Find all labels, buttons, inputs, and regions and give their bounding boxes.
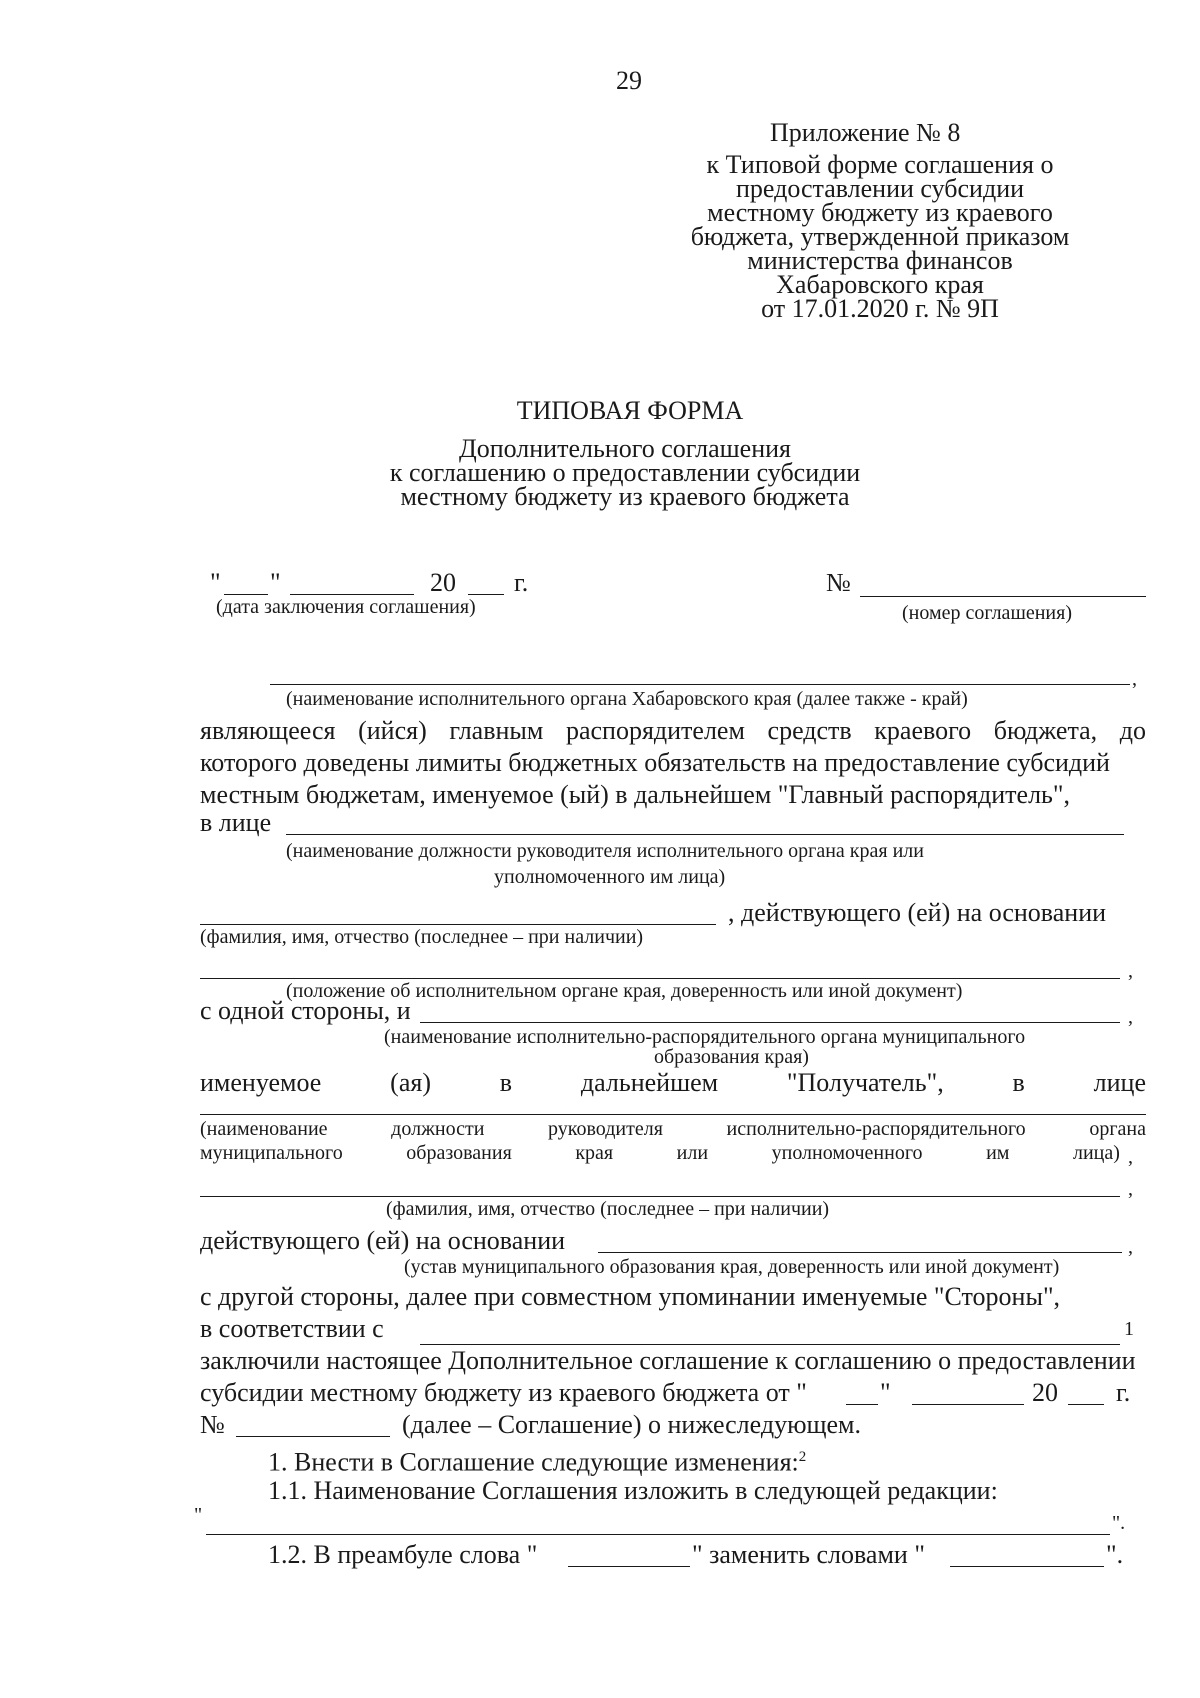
date-open-quote: " <box>210 568 221 597</box>
comma: , <box>1128 1146 1133 1168</box>
comma: , <box>1128 1236 1133 1258</box>
concluded-text: заключили настоящее Дополнительное соглашение к соглашению о предоставлении <box>200 1346 1136 1375</box>
base-number-sign: № <box>200 1410 225 1439</box>
date-year-prefix: 20 <box>430 568 456 597</box>
form-subtitle: Дополнительного соглашения <box>458 434 792 463</box>
item-1-2-end: ". <box>1106 1540 1124 1569</box>
appendix-line: местному бюджету из краевого <box>707 198 1053 227</box>
caption-word: органа <box>1089 1118 1146 1140</box>
form-subtitle: местному бюджету из краевого бюджета <box>400 482 850 511</box>
agreement-number-sign: № <box>826 568 851 597</box>
agreement-number-caption: (номер соглашения) <box>902 602 1072 624</box>
fio-field[interactable] <box>200 924 716 925</box>
named-word: дальнейшем <box>580 1068 719 1097</box>
footnote-marker: 1 <box>1124 1318 1134 1340</box>
comma: , <box>1132 668 1137 690</box>
caption-word: или <box>676 1142 709 1164</box>
close-quote: " <box>880 1378 891 1407</box>
appendix-line: министерства финансов <box>747 246 1013 275</box>
item-1-text: 1. Внести в Соглашение следующие изменения: <box>268 1447 799 1477</box>
base-day-field[interactable] <box>846 1404 878 1405</box>
caption-word: лица) <box>1073 1142 1120 1164</box>
appendix-title: Приложение № 8 <box>770 118 961 147</box>
item-1-2-middle: " заменить словами " <box>692 1540 925 1569</box>
named-word: именуемое <box>200 1068 322 1097</box>
base-number-field[interactable] <box>236 1436 390 1437</box>
appendix-line: бюджета, утвержденной приказом <box>690 222 1070 251</box>
appendix-line: Хабаровского края <box>776 270 984 299</box>
caption-word: должности <box>391 1118 485 1140</box>
caption-word: уполномоченного <box>771 1142 923 1164</box>
executive-body-caption: (наименование исполнительного органа Хабаровского края (далее также - край) <box>286 688 968 710</box>
municipal-body-field[interactable] <box>420 1022 1120 1023</box>
paragraph-line: являющееся (ийся) главным распорядителем средств краевого бюджета, до <box>200 716 1146 745</box>
in-accordance-label: в соответствии с <box>200 1314 384 1343</box>
named-row <box>200 1068 1146 1098</box>
new-title-field[interactable] <box>206 1534 1110 1535</box>
quote-open: " <box>194 1504 203 1526</box>
appendix-line: предоставлении субсидии <box>735 174 1025 203</box>
caption-word: (наименование <box>200 1118 328 1140</box>
date-caption: (дата заключения соглашения) <box>216 596 476 618</box>
legal-basis-field[interactable] <box>420 1344 1120 1345</box>
page-number: 29 <box>616 66 642 95</box>
one-side-text: с одной стороны, и <box>200 996 411 1025</box>
acting-basis-text: действующего (ей) на основании <box>200 1226 566 1255</box>
date-close-quote: " <box>270 568 281 597</box>
hereinafter-text: (далее – Соглашение) о нижеследующем. <box>402 1410 862 1439</box>
recipient-head-caption-row <box>200 1118 1146 1141</box>
charter-caption: (устав муниципального образования края, доверенность или иной документ) <box>404 1256 1060 1278</box>
named-word: "Получатель", <box>786 1068 944 1097</box>
named-word: в <box>499 1068 513 1097</box>
comma: , <box>1128 1006 1133 1028</box>
item-1-1: 1.1. Наименование Соглашения изложить в следующей редакции: <box>268 1476 998 1505</box>
comma: , <box>1128 960 1133 982</box>
caption-word: руководителя <box>548 1118 663 1140</box>
regulation-caption: (положение об исполнительном органе края, доверенность или иной документ) <box>286 980 963 1002</box>
new-words-field[interactable] <box>950 1566 1104 1567</box>
caption-word: исполнительно-распорядительного <box>726 1118 1026 1140</box>
quote-close: ". <box>1112 1512 1126 1534</box>
municipal-body-caption: (наименование исполнительно-распорядительного органа муниципального <box>384 1026 1026 1048</box>
recipient-fio-field[interactable] <box>200 1196 1120 1197</box>
base-year-field[interactable] <box>1068 1404 1104 1405</box>
named-word: (ая) <box>390 1068 431 1097</box>
appendix-line: от 17.01.2020 г. № 9П <box>761 294 999 323</box>
base-year-prefix: 20 <box>1032 1378 1058 1407</box>
paragraph-line: местным бюджетам, именуемое (ый) в дальнейшем "Главный распорядитель", <box>200 780 1071 809</box>
regulation-field[interactable] <box>200 978 1120 979</box>
named-word: в <box>1012 1068 1025 1097</box>
base-month-field[interactable] <box>912 1404 1024 1405</box>
base-year-suffix: г. <box>1116 1378 1131 1407</box>
in-person-label: в лице <box>200 808 272 837</box>
comma: , <box>1128 1178 1133 1200</box>
head-position-caption: уполномоченного им лица) <box>494 866 726 888</box>
named-word: лице <box>1093 1068 1146 1097</box>
concluded-text: субсидии местному бюджету из краевого бюджета от " <box>200 1378 807 1407</box>
form-title: ТИПОВАЯ ФОРМА <box>516 396 744 425</box>
head-position-caption: (наименование должности руководителя исполнительного органа края или <box>286 840 924 862</box>
municipal-body-caption: образования края) <box>654 1046 809 1068</box>
recipient-head-caption-row <box>200 1142 1120 1165</box>
date-year-suffix: г. <box>514 568 529 597</box>
acting-basis-text: , действующего (ей) на основании <box>728 898 1107 927</box>
date-month-field[interactable] <box>290 594 414 595</box>
date-year-field[interactable] <box>468 594 504 595</box>
recipient-head-field[interactable] <box>200 1114 1146 1115</box>
form-subtitle: к соглашению о предоставлении субсидии <box>389 458 861 487</box>
caption-word: им <box>986 1142 1010 1164</box>
other-side-text: с другой стороны, далее при совместном упоминании именуемые "Стороны", <box>200 1282 1061 1311</box>
paragraph-line: которого доведены лимиты бюджетных обязательств на предоставление субсидий <box>200 748 1110 777</box>
agreement-number-field[interactable] <box>860 596 1146 597</box>
item-1-2-start: 1.2. В преамбуле слова " <box>268 1540 538 1569</box>
caption-word: образования <box>406 1142 512 1164</box>
caption-word: муниципального <box>200 1142 343 1164</box>
recipient-fio-caption: (фамилия, имя, отчество (последнее – при наличии) <box>386 1198 830 1220</box>
caption-word: края <box>575 1142 614 1164</box>
executive-body-field[interactable] <box>270 684 1130 685</box>
head-position-field[interactable] <box>286 834 1124 835</box>
fio-caption: (фамилия, имя, отчество (последнее – при наличии) <box>200 926 644 948</box>
footnote-marker: 2 <box>798 1449 807 1465</box>
appendix-line: к Типовой форме соглашения о <box>706 150 1054 179</box>
date-day-field[interactable] <box>224 594 268 595</box>
charter-field[interactable] <box>598 1252 1122 1253</box>
item-1 <box>268 1442 806 1478</box>
old-words-field[interactable] <box>568 1566 690 1567</box>
